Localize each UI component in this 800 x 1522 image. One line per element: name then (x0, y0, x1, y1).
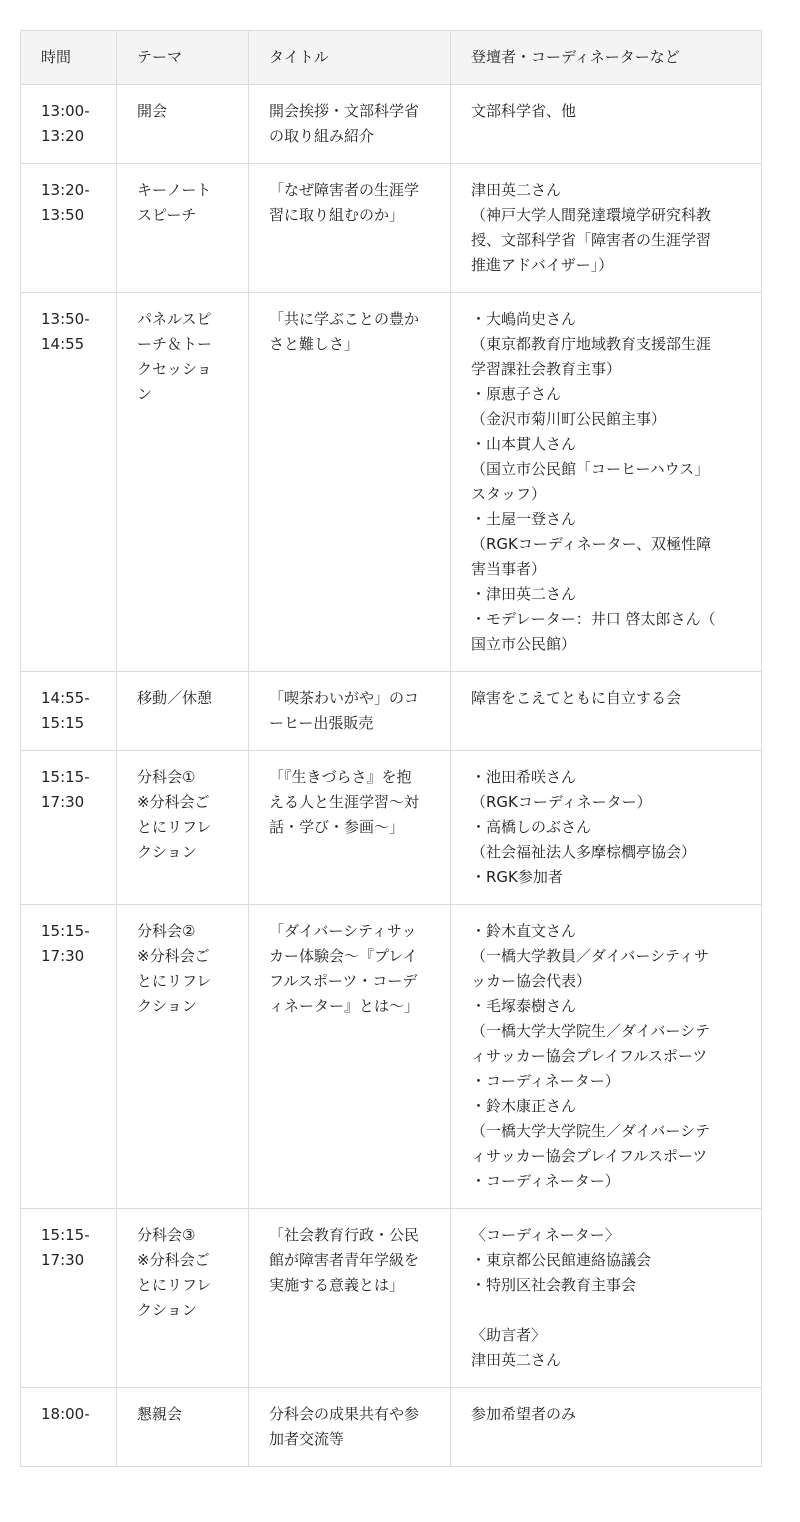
header-title: タイトル (249, 31, 451, 85)
cell-theme: 移動／休憩 (117, 672, 249, 751)
table-row (21, 905, 762, 1209)
table-body (21, 85, 762, 1467)
table-row (21, 751, 762, 905)
cell-theme: パネルスピ ーチ＆トー クセッショ ン (117, 293, 249, 672)
table-header (21, 31, 762, 85)
table-row (21, 164, 762, 293)
schedule-container (20, 30, 761, 1467)
cell-title: 分科会の成果共有や参 加者交流等 (249, 1388, 451, 1467)
cell-people: 文部科学省、他 (451, 85, 762, 164)
table-row (21, 293, 762, 672)
cell-time: 13:00- 13:20 (21, 85, 117, 164)
schedule-table (20, 30, 762, 1467)
cell-theme: 分科会① ※分科会ご とにリフレ クション (117, 751, 249, 905)
table-row (21, 1209, 762, 1388)
table-row (21, 672, 762, 751)
cell-title: 「なぜ障害者の生涯学 習に取り組むのか」 (249, 164, 451, 293)
cell-time: 15:15- 17:30 (21, 751, 117, 905)
cell-theme: キーノート スピーチ (117, 164, 249, 293)
table-row (21, 1388, 762, 1467)
cell-people: ・大嶋尚史さん （東京都教育庁地域教育支援部生涯 学習課社会教育主事） ・原恵子さん （金沢市菊川町公民館主事） ・山本貫人さん （国立市公民館「コーヒーハウス」 スタッフ） ・土屋一登さん （RGKコーディネーター、双極性障 害当事者） ・津田英二さん ・モデレーター：井口 啓太郎さん（ 国立市公民館） (451, 293, 762, 672)
header-row (21, 31, 762, 85)
cell-title: 「喫茶わいがや」のコ ーヒー出張販売 (249, 672, 451, 751)
cell-people: ・鈴木直文さん （一橋大学教員／ダイバーシティサ ッカー協会代表） ・毛塚泰樹さん （一橋大学大学院生／ダイバーシテ ィサッカー協会プレイフルスポーツ ・コーディネーター） ・鈴木康正さん （一橋大学大学院生／ダイバーシテ ィサッカー協会プレイフルスポーツ ・コーディネーター） (451, 905, 762, 1209)
cell-title: 開会挨拶・文部科学省 の取り組み紹介 (249, 85, 451, 164)
table-row (21, 85, 762, 164)
cell-title: 「共に学ぶことの豊か さと難しさ」 (249, 293, 451, 672)
cell-time: 14:55- 15:15 (21, 672, 117, 751)
cell-people: 障害をこえてともに自立する会 (451, 672, 762, 751)
cell-title: 「ダイバーシティサッ カー体験会～『プレイ フルスポーツ・コーデ ィネーター』とは～」 (249, 905, 451, 1209)
cell-theme: 分科会③ ※分科会ご とにリフレ クション (117, 1209, 249, 1388)
cell-time: 18:00- (21, 1388, 117, 1467)
cell-people: 参加希望者のみ (451, 1388, 762, 1467)
cell-people: 津田英二さん （神戸大学人間発達環境学研究科教 授、文部科学省「障害者の生涯学習 推進アドバイザー」） (451, 164, 762, 293)
cell-people: ・池田希咲さん （RGKコーディネーター） ・高橋しのぶさん （社会福祉法人多摩棕櫚亭協会） ・RGK参加者 (451, 751, 762, 905)
header-people: 登壇者・コーディネーターなど (451, 31, 762, 85)
cell-theme: 分科会② ※分科会ご とにリフレ クション (117, 905, 249, 1209)
header-theme: テーマ (117, 31, 249, 85)
cell-time: 15:15- 17:30 (21, 905, 117, 1209)
cell-theme: 懇親会 (117, 1388, 249, 1467)
cell-theme: 開会 (117, 85, 249, 164)
cell-time: 13:20- 13:50 (21, 164, 117, 293)
header-time: 時間 (21, 31, 117, 85)
cell-title: 「『生きづらさ』を抱 える人と生涯学習～対 話・学び・参画～」 (249, 751, 451, 905)
cell-time: 13:50- 14:55 (21, 293, 117, 672)
cell-people: 〈コーディネーター〉 ・東京都公民館連絡協議会 ・特別区社会教育主事会 〈助言者〉 津田英二さん (451, 1209, 762, 1388)
cell-title: 「社会教育行政・公民 館が障害者青年学級を 実施する意義とは」 (249, 1209, 451, 1388)
cell-time: 15:15- 17:30 (21, 1209, 117, 1388)
